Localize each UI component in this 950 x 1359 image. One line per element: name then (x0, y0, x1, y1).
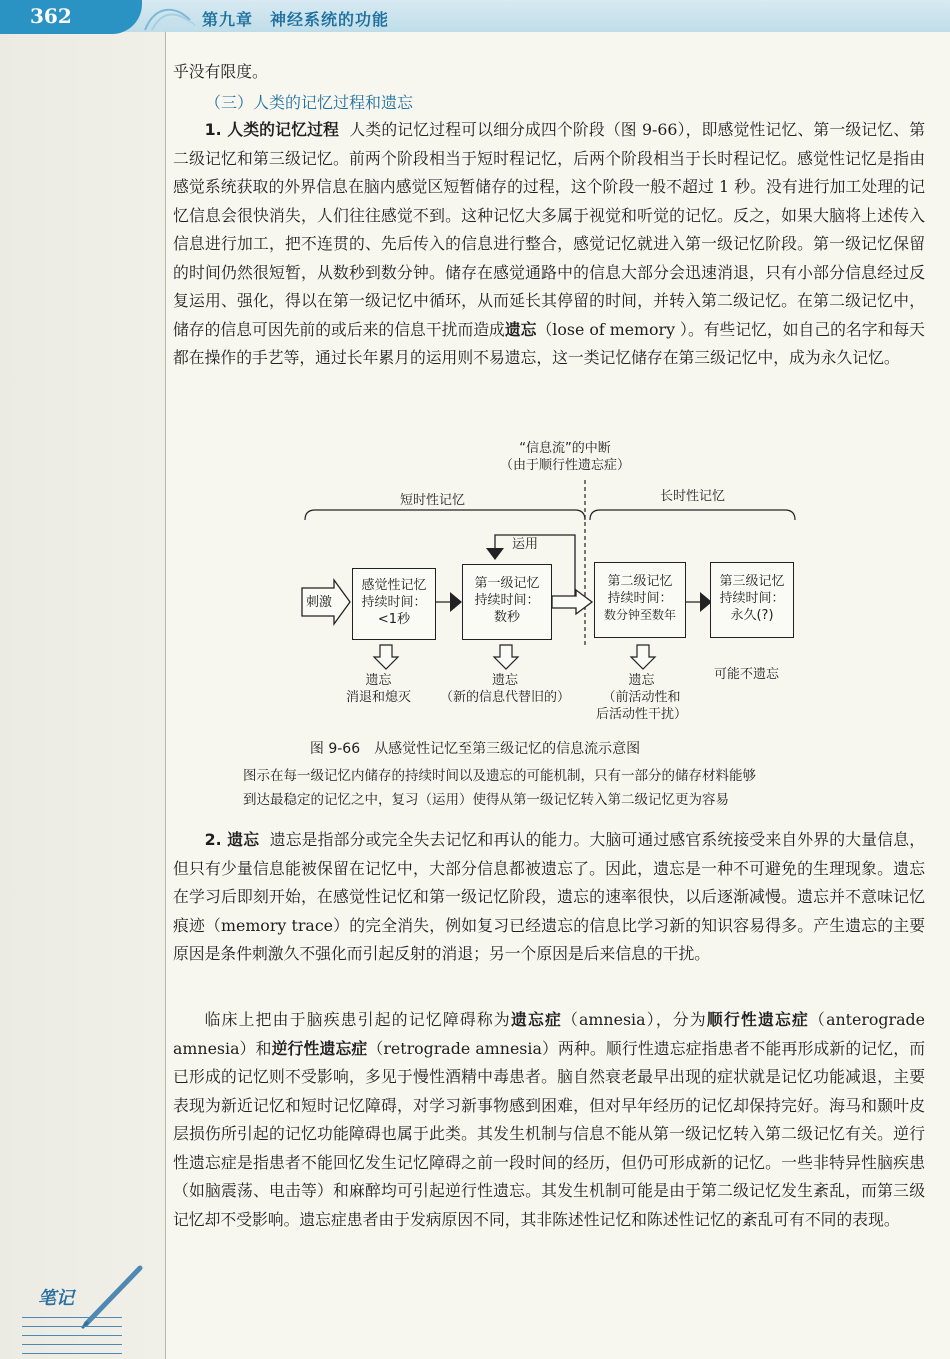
outcome-sensory: 遗忘 消退和熄灭 (346, 673, 412, 705)
paragraph-heading: 2. 遗忘 (204, 830, 260, 849)
memory-flow-diagram (290, 440, 810, 730)
outcome-tertiary: 可能不遗忘 (714, 667, 780, 682)
page-number-tab (0, 0, 142, 34)
paragraph-forgetting: 2. 遗忘 遗忘是指部分或完全失去记忆和再认的能力。大脑可通过感官系统接受来自外界的大量信息，但只有少量信息能被保留在记忆中，大部分信息都被遗忘了。因此，遗忘是一种不可避免的生理现象。遗忘在学习后即刻开始，在感觉性记忆和第一级记忆阶段，遗忘的速率很快，以后逐渐减慢。遗忘并不意味记忆痕迹（memory trace）的完全消失，例如复习已经遗忘的信息比学习新的知识容易得多。产生遗忘的主要原因是条件刺激久不强化而引起反射的消退；另一个原因是后来信息的干扰。 (173, 830, 926, 963)
use-label: 运用 (512, 537, 539, 552)
page-number: 362 (30, 4, 72, 28)
figure-caption-line-1: 图示在每一级记忆内储存的持续时间以及遗忘的可能机制，只有一部分的储存材料能够 (243, 768, 756, 784)
figure-caption-title: 图 9-66 从感觉性记忆至第三级记忆的信息流示意图 (309, 741, 641, 757)
margin-divider (165, 32, 166, 1359)
box-primary-memory: 第一级记忆 持续时间： 数秒 (462, 564, 552, 640)
term-anterograde-amnesia: 顺行性遗忘症 (706, 1010, 810, 1029)
box-sensory-memory: 感觉性记忆 持续时间： <1秒 (352, 568, 436, 640)
stimulus-label: 刺激 (306, 595, 333, 610)
term-retrograde-amnesia: 逆行性遗忘症 (271, 1038, 368, 1058)
long-term-label: 长时性记忆 (660, 489, 726, 504)
interruption-label: “信息流”的中断 （由于顺行性遗忘症） (500, 441, 631, 473)
notes-label: 笔记 (38, 1288, 74, 1309)
paragraph-amnesia: 临床上把由于脑疾患引起的记忆障碍称为遗忘症（amnesia），分为顺行性遗忘症（anterograde amnesia）和逆行性遗忘症（retrograde amnesia）两种。顺行性遗忘症指患者不能再形成新的记忆，而已形成的记忆则不受影响，多见于慢性酒精中毒患者。脑自然衰老最早出现的症状就是记忆功能减退，主要表现为新近记忆和短时记忆障碍，对学习新事物感到困难，但对早年经历的记忆却保持完好。海马和颞叶皮层损伤所引起的记忆功能障碍也属于此类。其发生机制与信息不能从第一级记忆转入第二级记忆有关。逆行性遗忘症是指患者不能回忆发生记忆障碍之前一段时间的经历，但仍可形成新的记忆。一些非特异性脑疾患（如脑震荡、电击等）和麻醉均可引起逆行性遗忘。其发生机制可能是由于第二级记忆发生紊乱，而第三级记忆却不受影响。遗忘症患者由于发病原因不同，其非陈述性记忆和陈述性记忆的紊乱可有不同的表现。 (173, 1010, 925, 1229)
paragraph-heading: 1. 人类的记忆过程 (204, 120, 340, 139)
notes-lines (22, 1312, 122, 1357)
short-term-label: 短时性记忆 (400, 493, 466, 508)
figure-caption-line-2: 到达最稳定的记忆之中，复习（运用）使得从第一级记忆转入第二级记忆更为容易 (243, 792, 729, 808)
section-heading: （三）人类的记忆过程和遗忘 (205, 93, 414, 112)
notes-margin (0, 0, 165, 1359)
chapter-title: 第九章 神经系统的功能 (202, 10, 390, 29)
outcome-secondary: 遗忘 （前活动性和 后活动性干扰） (596, 673, 688, 722)
first-line: 乎没有限度。 (173, 62, 268, 81)
box-secondary-memory: 第二级记忆 持续时间： 数分钟至数年 (594, 562, 686, 638)
term-amnesia: 遗忘症 (510, 1010, 562, 1029)
decorative-swirl-icon (140, 0, 200, 34)
term-forgetting: 遗忘 (504, 319, 537, 339)
outcome-primary: 遗忘 （新的信息代替旧的） (440, 673, 571, 705)
paragraph-memory-process: 1. 人类的记忆过程 人类的记忆过程可以细分成四个阶段（图 9-66），即感觉性记忆、第一级记忆、第二级记忆和第三级记忆。前两个阶段相当于短时程记忆，后两个阶段相当于长时程记忆。感觉性记忆是指由感觉系统获取的外界信息在脑内感觉区短暂储存的过程，这个阶段一般不超过 1 秒。没有进行加工处理的记忆信息会很快消失，人们往往感觉不到。这种记忆大多属于视觉和听觉的记忆。反之，如果大脑将上述传入信息进行加工，把不连贯的、先后传入的信息进行整合，感觉记忆就进入第一级记忆阶段。第一级记忆保留的时间仍然很短暂，从数秒到数分钟。储存在感觉通路中的信息大部分会迅速消退，只有小部分信息经过反复运用、强化，得以在第一级记忆中循环，从而延长其停留的时间，并转入第二级记忆。在第二级记忆中，储存的信息可因先前的或后来的信息干扰而造成遗忘（lose of memory ）。有些记忆，如自己的名字和每天都在操作的手艺等，通过长年累月的运用则不易遗忘，这一类记忆储存在第三级记忆中，成为永久记忆。 (173, 120, 925, 367)
box-tertiary-memory: 第三级记忆 持续时间： 永久(?) (710, 562, 794, 638)
